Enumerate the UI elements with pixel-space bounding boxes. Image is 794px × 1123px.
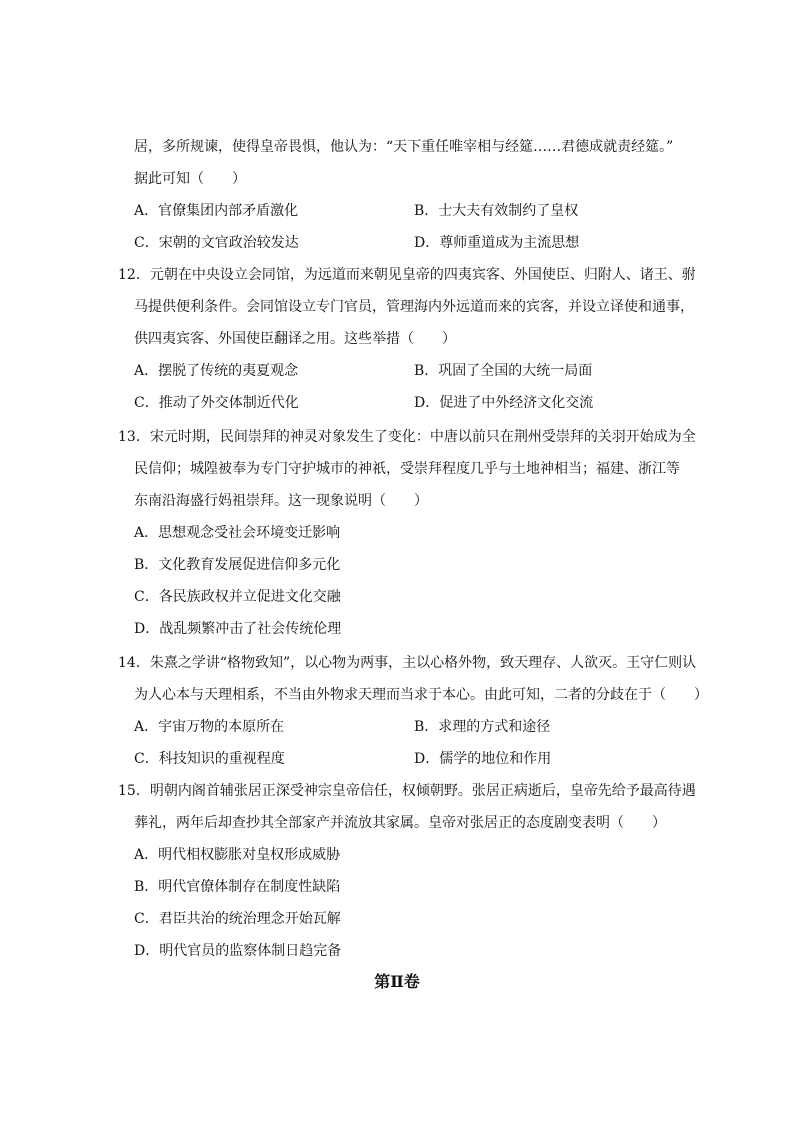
question-11-option-d: D．尊师重道成为主流思想 [414,235,580,251]
question-12-option-d: D．促进了中外经济文化交流 [414,395,594,411]
question-15-option-a: A．明代相权膨胀对皇权形成威胁 [134,847,341,863]
question-11-option-a: A．官僚集团内部矛盾激化 [134,203,299,219]
question-14-option-a: A．宇宙万物的本原所在 [134,719,285,735]
question-13-stem-line-1: 13．宋元时期，民间崇拜的神灵对象发生了变化：中唐以前只在荆州受崇拜的关羽开始成为全 [118,429,696,445]
question-12-stem-line-1: 12．元朝在中央设立会同馆，为远道而来朝见皇帝的四夷宾客、外国使臣、归附人、诸王、驸 [118,267,696,283]
question-14-option-d: D．儒学的地位和作用 [414,751,552,767]
question-15-option-d: D．明代官员的监察体制日趋完备 [134,943,342,959]
question-14-stem-line-2: 为人心本与天理相系，不当由外物求天理而当求于本心。由此可知，二者的分歧在于（ ） [134,687,708,703]
question-12-stem-line-2: 马提供便利条件。会同馆设立专门官员，管理海内外远道而来的宾客，并设立译使和通事， [134,299,694,315]
question-12-option-c: C．推动了外交体制近代化 [134,395,299,411]
question-12-option-a: A．摆脱了传统的夷夏观念 [134,363,299,379]
question-14-option-c: C．科技知识的重视程度 [134,751,285,767]
question-13-option-a: A．思想观念受社会环境变迁影响 [134,525,341,541]
question-13-option-b: B．文化教育发展促进信仰多元化 [134,557,341,573]
question-14-stem-line-1: 14．朱熹之学讲“格物致知”，以心物为两事，主以心格外物，致天理存、人欲灭。王守仁则认 [118,655,697,671]
question-13-stem-line-3: 东南沿海盛行妈祖崇拜。这一现象说明（ ） [134,493,428,509]
question-13-option-d: D．战乱频繁冲击了社会传统伦理 [134,621,342,637]
question-11-stem-line-2: 据此可知（ ） [134,171,246,187]
question-13-stem-line-2: 民信仰；城隍被奉为专门守护城市的神祇，受崇拜程度几乎与土地神相当；福建、浙江等 [134,461,680,477]
question-14-option-b: B．求理的方式和途径 [414,719,551,735]
question-13-option-c: C．各民族政权并立促进文化交融 [134,589,341,605]
question-11-option-b: B．士大夫有效制约了皇权 [414,203,579,219]
question-15-stem-line-2: 葬礼，两年后却查抄其全部家产并流放其家属。皇帝对张居正的态度剧变表明（ ） [134,815,666,831]
question-15-option-c: C．君臣共治的统治理念开始瓦解 [134,911,341,927]
question-15-option-b: B．明代官僚体制存在制度性缺陷 [134,879,341,895]
question-12-option-b: B．巩固了全国的大统一局面 [414,363,593,379]
question-11-option-c: C．宋朝的文官政治较发达 [134,235,299,251]
question-12-stem-line-3: 供四夷宾客、外国使臣翻译之用。这些举措（ ） [134,331,456,347]
section-title: 第Ⅱ卷 [374,972,420,991]
question-15-stem-line-1: 15．明朝内阁首辅张居正深受神宗皇帝信任，权倾朝野。张居正病逝后，皇帝先给予最高待遇 [118,783,696,799]
question-11-stem-line-1: 居，多所规谏，使得皇帝畏惧，他认为：“天下重任唯宰相与经筵……君德成就责经筵。” [134,139,674,155]
